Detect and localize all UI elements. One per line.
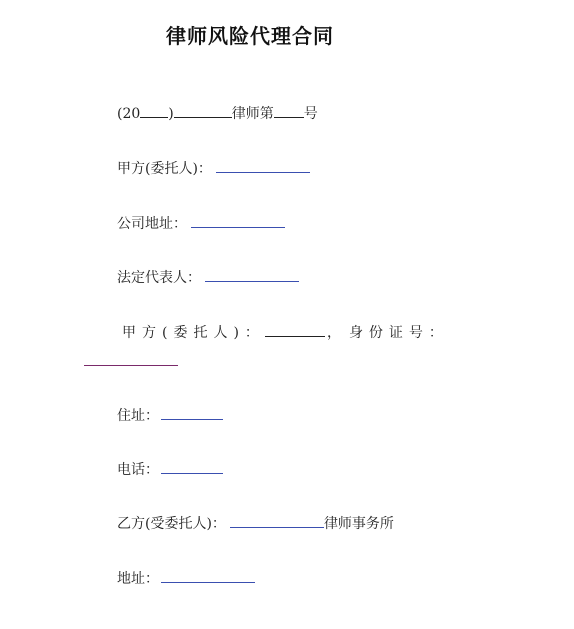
party-b-suffix: 律师事务所 xyxy=(323,516,394,532)
contract-number-blank[interactable] xyxy=(274,105,304,118)
party-a-person-line xyxy=(122,323,449,343)
id-number-blank[interactable] xyxy=(84,353,178,366)
legal-rep-line xyxy=(117,268,299,288)
legal-rep-label: 法定代表人： xyxy=(117,270,201,286)
id-number-label: 身份证号： xyxy=(348,325,449,341)
residence-line xyxy=(117,406,223,426)
party-a-client-blank[interactable] xyxy=(216,160,310,173)
phone-label: 电话： xyxy=(117,462,159,478)
id-number-line xyxy=(84,352,178,372)
contract-number-mid: 律师第 xyxy=(231,106,274,122)
residence-label: 住址： xyxy=(117,408,159,424)
party-a-person-name-blank[interactable] xyxy=(265,324,325,337)
party-a-client-label: 甲方(委托人)： xyxy=(117,161,212,177)
address-line xyxy=(117,569,255,589)
document-title: 律师风险代理合同 xyxy=(166,24,334,48)
company-address-line xyxy=(117,214,285,234)
contract-prefix-blank[interactable] xyxy=(174,105,232,118)
address-label: 地址： xyxy=(117,571,159,587)
party-a-person-comma: ， xyxy=(326,325,341,341)
contract-number-line xyxy=(117,104,318,124)
phone-blank[interactable] xyxy=(161,461,223,474)
contract-number-end: 号 xyxy=(303,106,318,122)
party-a-person-label: 甲方(委托人)： xyxy=(122,325,265,341)
company-address-blank[interactable] xyxy=(191,215,285,228)
address-blank[interactable] xyxy=(161,570,255,583)
residence-blank[interactable] xyxy=(161,407,223,420)
contract-number-close: ) xyxy=(168,106,174,122)
party-a-client-line xyxy=(117,159,310,179)
phone-line xyxy=(117,460,223,480)
legal-rep-blank[interactable] xyxy=(205,269,299,282)
company-address-label: 公司地址： xyxy=(117,216,187,232)
party-b-line xyxy=(117,514,394,534)
contract-number-open: (20 xyxy=(117,106,141,122)
party-b-label: 乙方(受委托人)： xyxy=(117,516,226,532)
party-b-blank[interactable] xyxy=(230,515,324,528)
year-blank[interactable] xyxy=(140,105,168,118)
